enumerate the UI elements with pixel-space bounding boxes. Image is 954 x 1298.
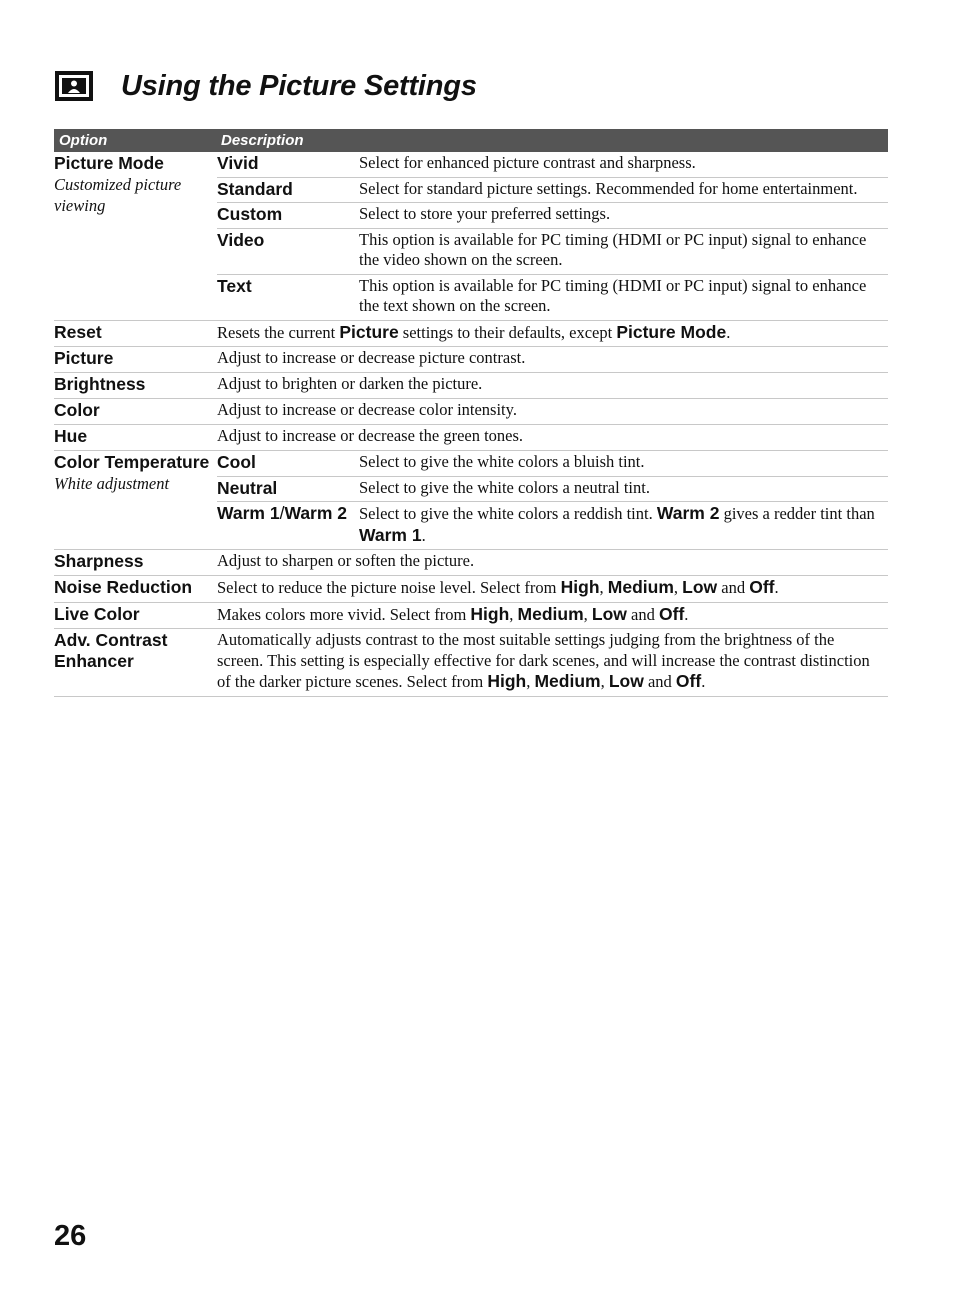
text: settings to their defaults, except	[398, 322, 617, 342]
text: Makes colors more vivid. Select from	[217, 604, 471, 624]
keyword-off: Off	[659, 603, 685, 624]
text: ,	[509, 604, 518, 624]
keyword-low: Low	[682, 577, 718, 597]
table-row-picture	[54, 347, 888, 373]
description-noise-reduction	[217, 576, 888, 603]
description-sharpness: Adjust to sharpen or soften the picture.	[217, 550, 888, 576]
keyword-picture-mode: Picture Mode	[616, 321, 727, 342]
text: ,	[600, 672, 609, 691]
text: and	[643, 672, 676, 691]
column-header-description: Description	[217, 129, 888, 152]
sub-option-neutral: Neutral	[217, 476, 359, 502]
keyword-medium: Medium	[607, 577, 674, 597]
sub-option-warm	[217, 502, 359, 550]
sub-option-text: Text	[217, 274, 359, 320]
keyword-low: Low	[608, 671, 644, 691]
description-hue: Adjust to increase or decrease the green tones.	[217, 425, 888, 451]
text: Warm 2	[284, 503, 348, 523]
text: and	[626, 604, 659, 624]
text: /	[279, 503, 285, 523]
option-adv-contrast-enhancer: Adv. Contrast Enhancer	[54, 629, 217, 697]
sub-option-cool: Cool	[217, 451, 359, 477]
keyword-warm-2: Warm 2	[656, 503, 720, 523]
table-header-row	[54, 129, 888, 152]
picture-settings-icon	[55, 71, 93, 101]
description-text: This option is available for PC timing (HDMI or PC input) signal to enhance the text shown on the screen.	[359, 274, 888, 320]
description-live-color	[217, 602, 888, 629]
option-sublabel: Customized picture viewing	[54, 175, 182, 215]
text: Automatically adjusts contrast to the most suitable settings judging from the brightness of the screen. This setting is especially effective for dark scenes, and will increase the contrast distinction of the darker picture scenes. Select from	[217, 630, 870, 691]
description-custom: Select to store your preferred settings.	[359, 203, 888, 229]
description-neutral: Select to give the white colors a neutral tint.	[359, 476, 888, 502]
text: Warm 1	[217, 503, 280, 523]
keyword-high: High	[560, 577, 600, 597]
text: ,	[599, 578, 608, 597]
description-color: Adjust to increase or decrease color intensity.	[217, 399, 888, 425]
keyword-low: Low	[591, 603, 627, 624]
text: .	[726, 322, 731, 342]
option-picture-mode	[54, 152, 217, 320]
description-standard: Select for standard picture settings. Recommended for home entertainment.	[359, 177, 888, 203]
keyword-off: Off	[749, 577, 775, 597]
text: Select to give the white colors a reddish tint.	[359, 504, 657, 523]
text: ,	[673, 578, 683, 597]
text: ,	[583, 604, 592, 624]
option-sublabel: White adjustment	[54, 474, 170, 493]
text: ,	[526, 672, 535, 691]
table-row-reset	[54, 320, 888, 347]
option-brightness: Brightness	[54, 373, 217, 399]
description-video: This option is available for PC timing (HDMI or PC input) signal to enhance the video shown on the screen.	[359, 228, 888, 274]
description-reset	[217, 320, 888, 347]
table-row-adv-contrast-enhancer	[54, 629, 888, 697]
text: Select to reduce the picture noise level. Select from	[217, 578, 561, 597]
text: Resets the current	[217, 322, 340, 342]
option-noise-reduction: Noise Reduction	[54, 576, 217, 603]
option-color-temperature	[54, 451, 217, 550]
page-title: Using the Picture Settings	[121, 69, 477, 102]
text: .	[701, 672, 706, 691]
table-row-brightness	[54, 373, 888, 399]
keyword-high: High	[470, 603, 510, 624]
table-row-noise-reduction	[54, 576, 888, 603]
option-hue: Hue	[54, 425, 217, 451]
text: and	[717, 578, 750, 597]
text: gives a redder tint than	[719, 504, 875, 523]
keyword-warm-1: Warm 1	[359, 524, 422, 545]
table-row-sharpness	[54, 550, 888, 576]
option-label: Color Temperature	[54, 452, 210, 472]
description-vivid: Select for enhanced picture contrast and sharpness.	[359, 152, 888, 177]
page-heading	[55, 66, 477, 106]
option-color: Color	[54, 399, 217, 425]
keyword-picture: Picture	[339, 321, 399, 342]
page-number: 26	[54, 1220, 87, 1252]
column-header-option: Option	[54, 129, 217, 152]
description-cool: Select to give the white colors a bluish tint.	[359, 451, 888, 477]
option-sharpness: Sharpness	[54, 550, 217, 576]
keyword-off: Off	[675, 671, 702, 691]
option-label: Picture Mode	[54, 153, 164, 173]
option-live-color: Live Color	[54, 602, 217, 629]
keyword-medium: Medium	[534, 671, 601, 691]
sub-option-custom: Custom	[217, 203, 359, 229]
option-picture: Picture	[54, 347, 217, 373]
table-row-color	[54, 399, 888, 425]
table-row-live-color	[54, 602, 888, 629]
sub-option-standard: Standard	[217, 177, 359, 203]
description-warm	[359, 502, 888, 550]
sub-option-vivid: Vivid	[217, 152, 359, 177]
text: .	[421, 525, 426, 545]
table-row-picture-mode	[54, 152, 888, 177]
text: .	[774, 578, 779, 597]
table-row-hue	[54, 425, 888, 451]
option-reset: Reset	[54, 320, 217, 347]
settings-table	[54, 129, 888, 697]
text: .	[684, 604, 689, 624]
keyword-high: High	[487, 671, 527, 691]
sub-option-video: Video	[217, 228, 359, 274]
description-adv-contrast-enhancer	[217, 629, 888, 697]
table-row-color-temperature	[54, 451, 888, 477]
description-brightness: Adjust to brighten or darken the picture.	[217, 373, 888, 399]
keyword-medium: Medium	[517, 603, 584, 624]
description-picture: Adjust to increase or decrease picture contrast.	[217, 347, 888, 373]
